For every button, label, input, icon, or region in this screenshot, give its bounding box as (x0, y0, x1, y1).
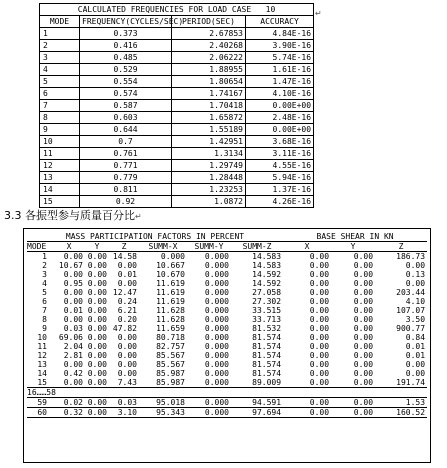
mass-cell-shear-z: 0.13 (405, 270, 426, 279)
frequency-table (39, 3, 314, 208)
mass-cell-mode: 14 (37, 369, 47, 378)
mass-cell-shear-y: 0.00 (353, 324, 374, 333)
mass-cell-y: 0.00 (87, 252, 107, 261)
frequency-cell-accuracy: 4.55E-16 (246, 160, 314, 172)
mass-cell-mode: 15 (27, 378, 53, 388)
mass-cell-shear-x: 0.00 (309, 279, 330, 288)
mass-cell-summ-z: 81.574 (252, 360, 282, 369)
mass-cell-summ-z: 27.058 (252, 288, 282, 297)
mass-cell-shear-z: 0.00 (405, 261, 426, 270)
section-heading-text: 3.3 各振型参与质量百分比 (4, 209, 135, 222)
frequency-cell-mode: 11 (40, 148, 80, 160)
mass-cell-mode: 8 (42, 315, 47, 324)
mass-participation-table (27, 232, 427, 418)
mass-header-summ-y: SUMM-Y (187, 242, 231, 252)
mass-cell-summ-x: 11.619 (156, 279, 185, 288)
frequency-cell-mode: 1 (40, 28, 80, 40)
mass-cell-summ-x: 0.000 (160, 252, 185, 261)
mass-cell-z: 0.00 (117, 369, 137, 378)
frequency-cell-period: 1.55189 (172, 124, 246, 136)
mass-cell-summ-y: 0.000 (204, 297, 229, 306)
frequency-cell-accuracy: 1.37E-16 (246, 184, 314, 196)
mass-header-summ-z: SUMM-Z (231, 242, 283, 252)
mass-cell-summ-y: 0.000 (204, 342, 229, 351)
mass-cell-shear-z: 3.50 (405, 315, 426, 324)
mass-row (27, 378, 427, 388)
mass-cell-shear-x: 0.00 (309, 324, 330, 333)
mass-table-title: MASS PARTICIPATION FACTORS IN PERCENT (27, 232, 283, 242)
mass-cell-shear-y: 0.00 (353, 342, 374, 351)
frequency-cell-accuracy: 4.84E-16 (246, 28, 314, 40)
mass-cell-y: 0.00 (87, 270, 107, 279)
frequency-cell-frequency: 0.574 (80, 88, 172, 100)
frequency-cell-mode: 10 (40, 136, 80, 148)
mass-cell-shear-z: 0.00 (405, 360, 426, 369)
mass-cell-summ-x: 95.018 (139, 398, 187, 408)
mass-cell-y: 0.00 (87, 324, 107, 333)
mass-cell-x: 0.01 (63, 306, 83, 315)
frequency-row (40, 160, 314, 172)
mass-cell-shear-x: 0.00 (309, 306, 330, 315)
mass-cell-summ-y: 0.000 (187, 398, 231, 408)
mass-cell-y: 0.00 (87, 351, 107, 360)
frequency-table-load-case: 10 (265, 5, 276, 14)
frequency-cell-mode: 6 (40, 88, 80, 100)
mass-cell-shear-z: 203.44 (396, 288, 426, 297)
mass-cell-mode: 60 (27, 408, 53, 418)
mass-cell-y: 0.00 (85, 408, 109, 418)
mass-header-y: Y (85, 242, 109, 252)
frequency-cell-accuracy: 3.68E-16 (246, 136, 314, 148)
mass-cell-x: 0.00 (63, 288, 83, 297)
mass-cell-y: 0.00 (87, 333, 107, 342)
frequency-cell-mode: 15 (40, 196, 80, 208)
mass-row (27, 315, 427, 324)
mass-cell-z: 12.47 (112, 288, 137, 297)
mass-cell-y: 0.00 (85, 378, 109, 388)
mass-cell-z: 3.10 (109, 408, 139, 418)
frequency-cell-accuracy: 4.26E-16 (246, 196, 314, 208)
mass-row (27, 324, 427, 333)
mass-cell-summ-y: 0.000 (204, 279, 229, 288)
mass-cell-z: 0.24 (117, 297, 137, 306)
mass-cell-y: 0.00 (87, 369, 107, 378)
mass-header-z: Z (109, 242, 139, 252)
mass-cell-shear-x: 0.00 (309, 333, 330, 342)
mass-cell-shear-z: 107.07 (396, 306, 426, 315)
mass-cell-summ-y: 0.000 (187, 408, 231, 418)
mass-cell-summ-z: 33.713 (252, 315, 282, 324)
mass-cell-summ-x: 11.628 (156, 306, 185, 315)
mass-cell-y: 0.00 (85, 398, 109, 408)
frequency-row (40, 148, 314, 160)
frequency-cell-mode: 2 (40, 40, 80, 52)
frequency-row (40, 112, 314, 124)
mass-cell-mode: 1 (42, 252, 47, 261)
mass-cell-z: 0.00 (117, 261, 137, 270)
mass-cell-shear-y: 0.00 (353, 288, 374, 297)
mass-cell-summ-y: 0.000 (204, 288, 229, 297)
mass-cell-z: 0.00 (117, 333, 137, 342)
mass-cell-summ-y: 0.000 (204, 369, 229, 378)
frequency-cell-frequency: 0.92 (80, 196, 172, 208)
frequency-cell-accuracy: 1.61E-16 (246, 64, 314, 76)
frequency-cell-period: 2.67853 (172, 28, 246, 40)
mass-cell-shear-y: 0.00 (353, 333, 374, 342)
frequency-cell-frequency: 0.644 (80, 124, 172, 136)
mass-cell-y: 0.00 (87, 315, 107, 324)
frequency-cell-frequency: 0.554 (80, 76, 172, 88)
frequency-cell-period: 1.88955 (172, 64, 246, 76)
frequency-header-period: PERIOD(SEC) (172, 16, 246, 28)
mass-cell-mode: 4 (42, 279, 47, 288)
mass-cell-z: 0.00 (117, 279, 137, 288)
mass-cell-shear-z: 0.84 (405, 333, 426, 342)
frequency-cell-accuracy: 5.74E-16 (246, 52, 314, 64)
mass-cell-shear-y: 0.00 (353, 279, 374, 288)
mass-cell-shear-y: 0.00 (353, 297, 374, 306)
mass-cell-shear-z: 0.00 (405, 369, 426, 378)
frequency-cell-mode: 12 (40, 160, 80, 172)
frequency-cell-frequency: 0.779 (80, 172, 172, 184)
mass-row (27, 270, 427, 279)
mass-cell-summ-y: 0.000 (204, 351, 229, 360)
mass-gap-label: 16……58 (27, 388, 427, 398)
mass-cell-summ-z: 14.583 (252, 252, 282, 261)
mass-cell-summ-x: 10.667 (156, 261, 185, 270)
mass-cell-y: 0.00 (87, 297, 107, 306)
mass-cell-shear-x: 0.00 (309, 297, 330, 306)
frequency-cell-accuracy: 4.10E-16 (246, 88, 314, 100)
frequency-row (40, 28, 314, 40)
mass-cell-mode: 7 (42, 306, 47, 315)
mass-cell-shear-y: 0.00 (331, 378, 375, 388)
mass-cell-shear-x: 0.00 (283, 378, 331, 388)
mass-cell-summ-x: 85.987 (156, 369, 185, 378)
frequency-cell-period: 1.3134 (172, 148, 246, 160)
mass-cell-shear-x: 0.00 (309, 342, 330, 351)
mass-cell-x: 0.02 (53, 398, 85, 408)
mass-cell-shear-z: 0.01 (405, 351, 426, 360)
mass-cell-z: 0.03 (109, 398, 139, 408)
frequency-header-mode: MODE (40, 16, 80, 28)
frequency-cell-accuracy: 1.47E-16 (246, 76, 314, 88)
shear-header-z: Z (375, 242, 427, 252)
mass-row (27, 408, 427, 418)
frequency-cell-mode: 5 (40, 76, 80, 88)
frequency-header-accuracy: ACCURACY (246, 16, 314, 28)
mass-cell-shear-y: 0.00 (353, 306, 374, 315)
mass-cell-shear-z: 0.01 (405, 342, 426, 351)
mass-header-summ-x: SUMM-X (139, 242, 187, 252)
mass-cell-shear-y: 0.00 (353, 369, 374, 378)
mass-cell-x: 0.00 (63, 360, 83, 369)
mass-cell-x: 0.95 (63, 279, 83, 288)
mass-cell-shear-x: 0.00 (309, 369, 330, 378)
mass-cell-summ-z: 81.574 (252, 333, 282, 342)
mass-cell-shear-x: 0.00 (309, 315, 330, 324)
mass-cell-x: 0.00 (63, 252, 83, 261)
mass-cell-summ-y: 0.000 (204, 270, 229, 279)
mass-row (27, 252, 427, 262)
mass-cell-summ-z: 81.574 (252, 369, 282, 378)
mass-cell-z: 0.00 (117, 351, 137, 360)
frequency-row (40, 172, 314, 184)
frequency-row (40, 124, 314, 136)
frequency-cell-accuracy: 3.11E-16 (246, 148, 314, 160)
mass-cell-x: 0.42 (63, 369, 83, 378)
frequency-cell-period: 1.28448 (172, 172, 246, 184)
frequency-cell-frequency: 0.485 (80, 52, 172, 64)
mass-cell-mode: 59 (27, 398, 53, 408)
mass-cell-summ-z: 14.592 (252, 270, 282, 279)
mass-cell-shear-y: 0.00 (331, 398, 375, 408)
mass-cell-z: 0.00 (117, 342, 137, 351)
frequency-cell-period: 1.23253 (172, 184, 246, 196)
mass-cell-z: 47.82 (112, 324, 137, 333)
frequency-cell-period: 2.06222 (172, 52, 246, 64)
mass-cell-mode: 3 (42, 270, 47, 279)
mass-cell-y: 0.00 (87, 360, 107, 369)
mass-table-title-row (27, 232, 427, 242)
mass-cell-shear-x: 0.00 (309, 252, 330, 261)
frequency-cell-frequency: 0.771 (80, 160, 172, 172)
mass-row (27, 279, 427, 288)
frequency-row (40, 136, 314, 148)
mass-cell-summ-x: 11.619 (156, 297, 185, 306)
mass-cell-shear-y: 0.00 (353, 351, 374, 360)
frequency-table-title (40, 4, 314, 16)
mass-cell-x: 69.06 (58, 333, 83, 342)
mass-cell-x: 0.00 (63, 297, 83, 306)
mass-cell-x: 2.81 (63, 351, 83, 360)
mass-row (27, 342, 427, 351)
mass-cell-summ-z: 81.574 (252, 342, 282, 351)
mass-row (27, 288, 427, 297)
return-mark: ↵ (135, 212, 142, 221)
mass-cell-summ-y: 0.000 (204, 315, 229, 324)
return-mark: ↵ (315, 9, 322, 18)
mass-cell-summ-y: 0.000 (204, 252, 229, 261)
mass-cell-z: 14.58 (112, 252, 137, 261)
frequency-cell-frequency: 0.7 (80, 136, 172, 148)
frequency-table-body (40, 4, 314, 208)
mass-cell-x: 0.32 (53, 408, 85, 418)
mass-row (27, 360, 427, 369)
frequency-cell-period: 1.74167 (172, 88, 246, 100)
frequency-cell-accuracy: 3.90E-16 (246, 40, 314, 52)
frequency-cell-mode: 9 (40, 124, 80, 136)
frequency-cell-mode: 14 (40, 184, 80, 196)
frequency-cell-frequency: 0.603 (80, 112, 172, 124)
mass-cell-shear-x: 0.00 (283, 408, 331, 418)
frequency-cell-period: 1.42951 (172, 136, 246, 148)
mass-cell-shear-z: 191.74 (375, 378, 427, 388)
mass-cell-y: 0.00 (87, 306, 107, 315)
mass-header-x: X (53, 242, 85, 252)
frequency-cell-period: 1.70418 (172, 100, 246, 112)
mass-row (27, 333, 427, 342)
frequency-cell-mode: 3 (40, 52, 80, 64)
mass-cell-summ-y: 0.000 (204, 333, 229, 342)
frequency-row (40, 100, 314, 112)
mass-cell-summ-z: 97.694 (231, 408, 283, 418)
mass-cell-summ-z: 33.515 (252, 306, 282, 315)
mass-cell-x: 10.67 (58, 261, 83, 270)
mass-cell-summ-z: 94.591 (231, 398, 283, 408)
mass-cell-z: 7.43 (109, 378, 139, 388)
mass-cell-summ-z: 14.592 (252, 279, 282, 288)
mass-header-mode: MODE (27, 242, 53, 252)
mass-cell-summ-x: 95.343 (139, 408, 187, 418)
mass-row (27, 351, 427, 360)
frequency-row (40, 196, 314, 208)
shear-header-y: Y (331, 242, 375, 252)
frequency-cell-frequency: 0.373 (80, 28, 172, 40)
mass-cell-x: 0.00 (63, 270, 83, 279)
mass-cell-mode: 5 (42, 288, 47, 297)
mass-cell-mode: 12 (37, 351, 47, 360)
mass-cell-summ-x: 11.628 (156, 315, 185, 324)
mass-cell-summ-x: 85.987 (139, 378, 187, 388)
mass-cell-mode: 13 (37, 360, 47, 369)
frequency-row (40, 40, 314, 52)
frequency-row (40, 184, 314, 196)
mass-cell-shear-y: 0.00 (331, 408, 375, 418)
mass-cell-y: 0.00 (87, 288, 107, 297)
mass-cell-shear-z: 0.00 (405, 279, 426, 288)
mass-cell-y: 0.00 (87, 342, 107, 351)
frequency-cell-period: 1.29749 (172, 160, 246, 172)
mass-cell-summ-x: 80.718 (156, 333, 185, 342)
mass-cell-shear-x: 0.00 (309, 351, 330, 360)
frequency-cell-frequency: 0.811 (80, 184, 172, 196)
frequency-row (40, 64, 314, 76)
mass-cell-mode: 2 (42, 261, 47, 270)
mass-cell-x: 0.00 (53, 378, 85, 388)
frequency-table-title-text: CALCULATED FREQUENCIES FOR LOAD CASE (77, 5, 252, 14)
frequency-cell-mode: 8 (40, 112, 80, 124)
mass-cell-summ-z: 89.009 (231, 378, 283, 388)
mass-row (27, 306, 427, 315)
mass-cell-summ-y: 0.000 (204, 261, 229, 270)
mass-row (27, 369, 427, 378)
mass-cell-z: 0.00 (117, 360, 137, 369)
mass-cell-shear-z: 1.53 (375, 398, 427, 408)
mass-cell-x: 2.04 (63, 342, 83, 351)
frequency-header-frequency: FREQUENCY(CYCLES/SEC) (80, 16, 172, 28)
frequency-cell-mode: 13 (40, 172, 80, 184)
mass-cell-mode: 6 (42, 297, 47, 306)
base-shear-title: BASE SHEAR IN KN (283, 232, 427, 242)
mass-cell-z: 6.21 (117, 306, 137, 315)
mass-cell-summ-x: 11.619 (156, 288, 185, 297)
mass-cell-shear-x: 0.00 (283, 398, 331, 408)
frequency-cell-frequency: 0.416 (80, 40, 172, 52)
mass-cell-shear-y: 0.00 (353, 252, 374, 261)
mass-cell-summ-z: 81.532 (252, 324, 282, 333)
mass-cell-shear-y: 0.00 (353, 360, 374, 369)
mass-cell-shear-z: 900.77 (396, 324, 426, 333)
mass-cell-shear-x: 0.00 (309, 261, 330, 270)
mass-cell-shear-z: 4.10 (405, 297, 426, 306)
mass-cell-x: 0.00 (63, 315, 83, 324)
frequency-cell-frequency: 0.529 (80, 64, 172, 76)
mass-cell-summ-y: 0.000 (204, 324, 229, 333)
mass-cell-shear-x: 0.00 (309, 360, 330, 369)
mass-cell-summ-x: 10.670 (156, 270, 185, 279)
frequency-row (40, 52, 314, 64)
mass-cell-shear-x: 0.00 (309, 288, 330, 297)
mass-table-header-row (27, 242, 427, 252)
mass-cell-shear-x: 0.00 (309, 270, 330, 279)
mass-cell-summ-y: 0.000 (187, 378, 231, 388)
mass-cell-z: 0.20 (117, 315, 137, 324)
mass-cell-shear-z: 186.73 (396, 252, 426, 261)
mass-cell-y: 0.00 (87, 279, 107, 288)
frequency-cell-mode: 4 (40, 64, 80, 76)
mass-cell-shear-y: 0.00 (353, 261, 374, 270)
mass-cell-summ-y: 0.000 (204, 360, 229, 369)
mass-table-body (27, 232, 427, 418)
mass-cell-shear-z: 160.52 (375, 408, 427, 418)
frequency-row (40, 88, 314, 100)
mass-gap-row (27, 388, 427, 398)
mass-cell-summ-x: 11.659 (156, 324, 185, 333)
frequency-cell-accuracy: 0.00E+00 (246, 124, 314, 136)
mass-row (27, 398, 427, 408)
mass-cell-x: 0.03 (63, 324, 83, 333)
frequency-cell-frequency: 0.761 (80, 148, 172, 160)
mass-row (27, 297, 427, 306)
frequency-table-header-row (40, 16, 314, 28)
mass-cell-z: 0.01 (117, 270, 137, 279)
mass-cell-mode: 9 (42, 324, 47, 333)
mass-cell-summ-x: 82.757 (156, 342, 185, 351)
frequency-cell-accuracy: 2.48E-16 (246, 112, 314, 124)
frequency-cell-period: 1.0872 (172, 196, 246, 208)
frequency-row (40, 76, 314, 88)
mass-row (27, 261, 427, 270)
frequency-cell-accuracy: 0.00E+00 (246, 100, 314, 112)
mass-cell-mode: 11 (37, 342, 47, 351)
mass-cell-mode: 10 (37, 333, 47, 342)
frequency-cell-mode: 7 (40, 100, 80, 112)
mass-cell-summ-z: 27.302 (252, 297, 282, 306)
mass-cell-summ-z: 81.574 (252, 351, 282, 360)
mass-cell-shear-y: 0.00 (353, 270, 374, 279)
mass-cell-y: 0.00 (87, 261, 107, 270)
mass-cell-summ-z: 14.583 (252, 261, 282, 270)
shear-header-x: X (283, 242, 331, 252)
mass-cell-summ-x: 85.567 (156, 360, 185, 369)
frequency-table-title-row (40, 4, 314, 16)
mass-cell-summ-x: 85.567 (156, 351, 185, 360)
mass-cell-summ-y: 0.000 (204, 306, 229, 315)
frequency-cell-period: 1.65872 (172, 112, 246, 124)
frequency-cell-period: 1.80654 (172, 76, 246, 88)
frequency-cell-period: 2.40268 (172, 40, 246, 52)
frequency-cell-frequency: 0.587 (80, 100, 172, 112)
section-heading (4, 209, 142, 223)
frequency-cell-accuracy: 5.94E-16 (246, 172, 314, 184)
mass-cell-shear-y: 0.00 (353, 315, 374, 324)
